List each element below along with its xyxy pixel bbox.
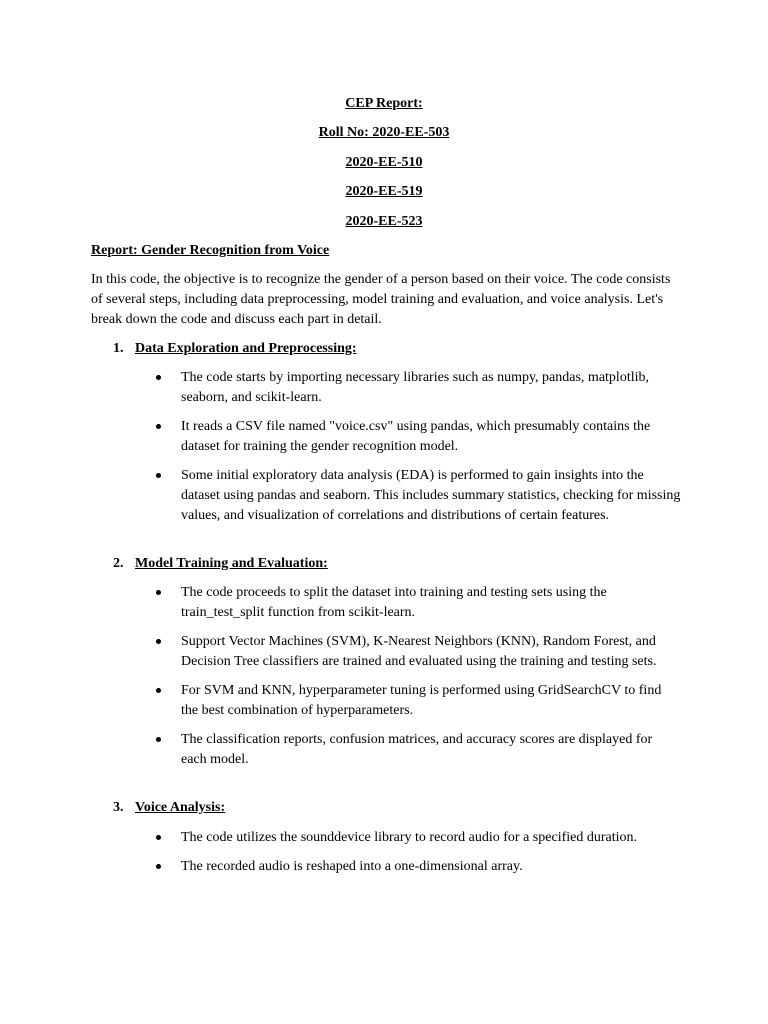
list-item-text: It reads a CSV file named "voice.csv" using pandas, which presumably contains the dataset for training the gender recognition model. xyxy=(181,419,651,454)
section-heading-text: Data Exploration and Preprocessing: xyxy=(135,341,357,356)
list-item-text: The recorded audio is reshaped into a one-dimensional array. xyxy=(181,859,523,874)
bullet-list xyxy=(0,368,768,535)
bullet-list xyxy=(0,583,768,779)
bullet-icon xyxy=(156,590,161,595)
list-item xyxy=(0,632,768,672)
section-number: 2. xyxy=(113,556,124,571)
section-number: 1. xyxy=(113,341,124,356)
roll-number-line: Roll No: 2020-EE-503 xyxy=(318,125,450,140)
bullet-icon xyxy=(156,864,161,869)
list-item-text: The code starts by importing necessary libraries such as numpy, pandas, matplotlib, seaborn, and scikit-learn. xyxy=(181,370,649,405)
list-item xyxy=(0,368,768,408)
bullet-list xyxy=(0,828,768,886)
report-header-title: CEP Report: xyxy=(345,96,423,111)
bullet-icon xyxy=(156,737,161,742)
bullet-icon xyxy=(156,639,161,644)
list-item xyxy=(0,730,768,770)
report-title: Report: Gender Recognition from Voice xyxy=(91,243,330,258)
section-heading-text: Voice Analysis: xyxy=(135,800,226,815)
list-item-text: The classification reports, confusion matrices, and accuracy scores are displayed for each model. xyxy=(181,732,653,767)
section-heading xyxy=(113,554,328,574)
list-item xyxy=(0,681,768,721)
roll-number-line: 2020-EE-510 xyxy=(345,155,423,170)
list-item xyxy=(0,857,768,877)
list-item xyxy=(0,417,768,457)
section-number: 3. xyxy=(113,800,124,815)
list-item xyxy=(0,583,768,623)
bullet-icon xyxy=(156,375,161,380)
list-item-text: For SVM and KNN, hyperparameter tuning is performed using GridSearchCV to find the best combination of hyperparameters. xyxy=(181,683,662,718)
section-heading xyxy=(113,798,225,818)
list-item-text: Some initial exploratory data analysis (EDA) is performed to gain insights into the dataset using pandas and seaborn. This includes summary statistics, checking for missing values, and visualization of correlations and distributions of certain features. xyxy=(181,468,681,523)
section-heading-text: Model Training and Evaluation: xyxy=(135,556,328,571)
bullet-icon xyxy=(156,424,161,429)
intro-paragraph: In this code, the objective is to recognize the gender of a person based on their voice. The code consists of several steps, including data preprocessing, model training and evaluation, and voice analysis. Let's break down the code and discuss each part in detail. xyxy=(91,272,671,327)
roll-number-line: 2020-EE-519 xyxy=(345,184,423,199)
section-heading xyxy=(113,339,357,359)
bullet-icon xyxy=(156,688,161,693)
list-item-text: The code proceeds to split the dataset into training and testing sets using the train_test_split function from scikit-learn. xyxy=(181,585,607,620)
bullet-icon xyxy=(156,473,161,478)
list-item-text: Support Vector Machines (SVM), K-Nearest Neighbors (KNN), Random Forest, and Decision Tree classifiers are trained and evaluated using the training and testing sets. xyxy=(181,634,657,669)
list-item xyxy=(0,466,768,526)
list-item-text: The code utilizes the sounddevice library to record audio for a specified duration. xyxy=(181,830,637,845)
bullet-icon xyxy=(156,835,161,840)
roll-number-line: 2020-EE-523 xyxy=(345,214,423,229)
list-item xyxy=(0,828,768,848)
